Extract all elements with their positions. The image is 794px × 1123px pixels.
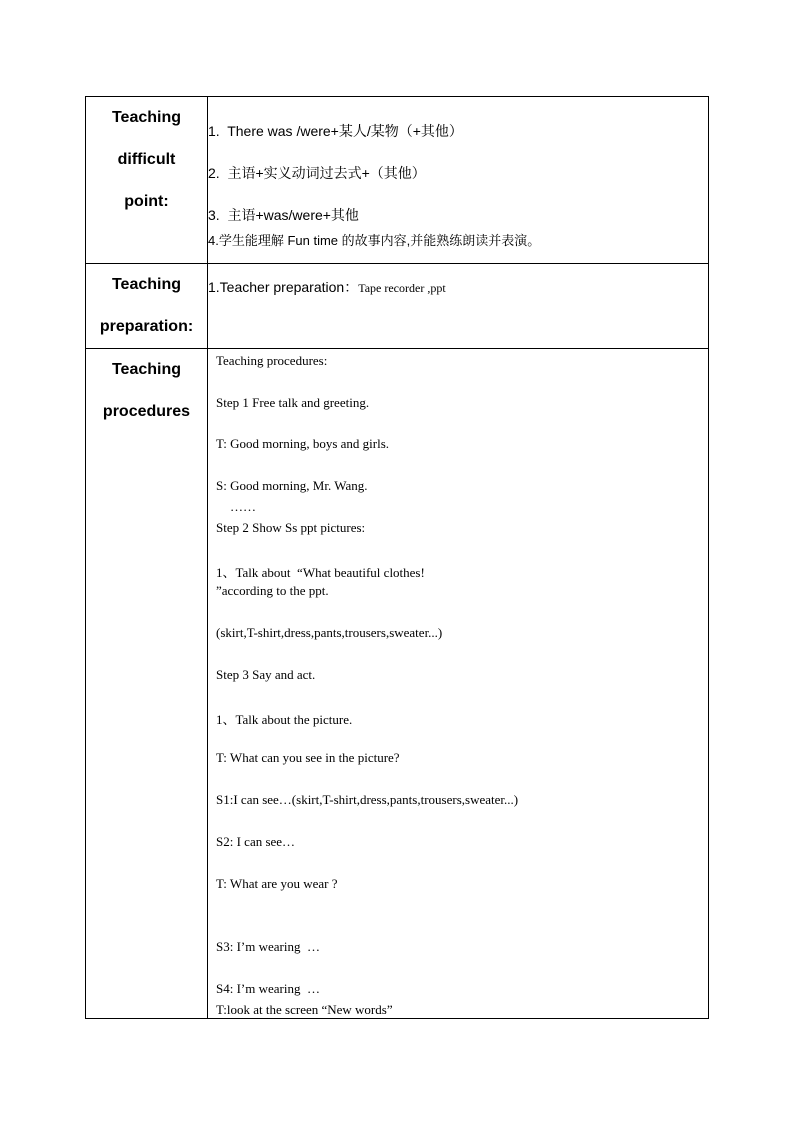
label-line: procedures [102,403,191,420]
label-line: Teaching [111,276,182,293]
preparation-label [86,264,208,349]
difficult-point-line-2: 2. 主语+实义动词过去式+（其他） [208,165,426,181]
procedure-line: …… [230,499,256,514]
difficult-point-content [208,97,709,264]
preparation-detail: Tape recorder ,ppt [358,281,446,295]
procedure-line: S1:I can see…(skirt,T-shirt,dress,pants,trousers,sweater...) [216,792,519,807]
procedure-line: T: What are you wear ? [216,876,338,891]
procedure-line: S4: I’m wearing … [216,981,320,996]
procedure-line: T: Good morning, boys and girls. [216,436,390,451]
difficult-point-line-4: 4.学生能理解 Fun time 的故事内容,并能熟练朗读并表演。 [208,233,541,248]
difficult-point-row [86,97,709,264]
difficult-point-line-1: 1. There was /were+某人/某物（+其他） [208,123,463,139]
lesson-plan-table [85,96,709,1019]
procedures-content [208,349,709,1019]
label-line: preparation: [99,318,194,335]
procedure-line: Step 1 Free talk and greeting. [216,395,370,410]
procedure-line: S2: I can see… [216,834,296,849]
label-line: difficult [117,151,176,168]
label-line: point: [124,193,169,210]
procedure-line: Teaching procedures: [216,353,328,368]
procedure-line: Step 3 Say and act. [216,667,316,682]
preparation-line [208,277,708,297]
procedure-line: 1、Talk about “What beautiful clothes! [216,565,425,580]
procedure-line: 1、Talk about the picture. [216,712,353,727]
procedure-line: S: Good morning, Mr. Wang. [216,478,368,493]
procedures-label [86,349,208,1019]
preparation-content [208,264,709,349]
procedure-line: ”according to the ppt. [216,583,329,598]
difficult-point-label [86,97,208,264]
procedure-line: (skirt,T-shirt,dress,pants,trousers,sweater...) [216,625,443,640]
procedure-line: T:look at the screen “New words” [216,1002,393,1017]
preparation-row [86,264,709,349]
difficult-point-line-3: 3. 主语+was/were+其他 [208,207,359,223]
procedure-line: S3: I’m wearing … [216,939,320,954]
label-line: Teaching [111,109,182,126]
label-line: Teaching [111,361,182,378]
procedures-row [86,349,709,1019]
procedure-line: Step 2 Show Ss ppt pictures: [216,520,366,535]
procedure-line: T: What can you see in the picture? [216,750,400,765]
preparation-main: 1.Teacher preparation： [208,279,359,295]
